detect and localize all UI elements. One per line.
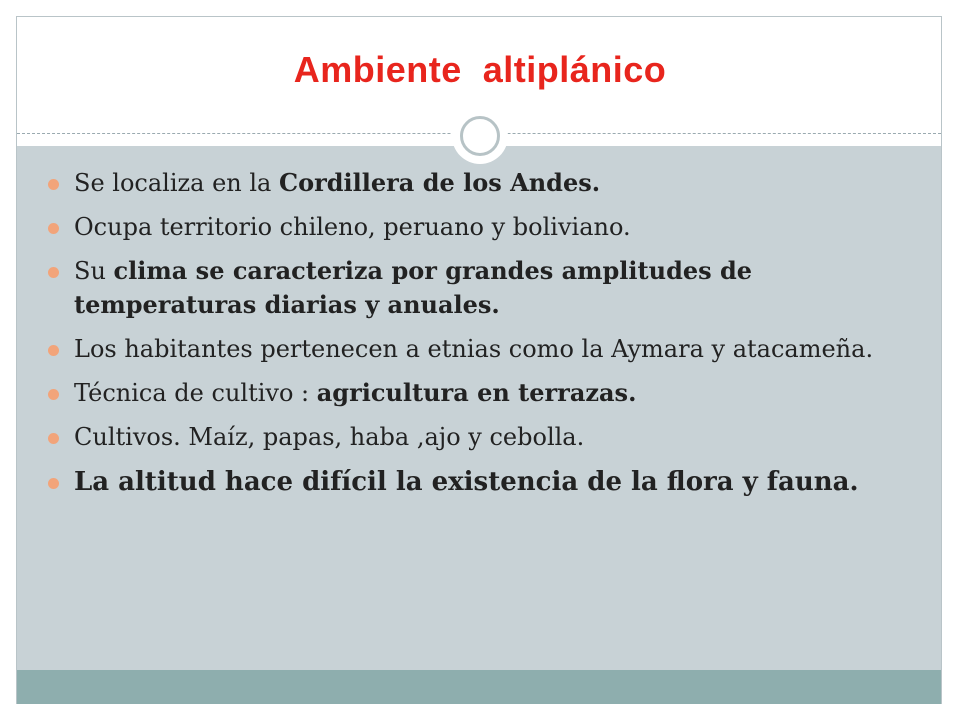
bullet-dot-icon <box>48 478 59 489</box>
bullet-item <box>48 210 908 244</box>
bullet-dot-icon <box>48 223 59 234</box>
bullet-text: Ocupa territorio chileno, peruano y boliviano. <box>74 213 631 241</box>
ring-ornament-icon <box>452 108 508 164</box>
bullet-text: Técnica de cultivo : <box>74 379 317 407</box>
bullet-item <box>48 420 908 454</box>
bullet-item <box>48 332 908 366</box>
bullet-dot-icon <box>48 179 59 190</box>
bullet-bold-text: La altitud hace difícil la existencia de la flora y fauna. <box>74 467 859 497</box>
bullet-dot-icon <box>48 389 59 400</box>
bullet-dot-icon <box>48 345 59 356</box>
bullet-item <box>48 254 908 322</box>
bullet-text: Se localiza en la <box>74 169 279 197</box>
bullet-list <box>48 166 908 510</box>
bullet-bold-text: Cordillera de los Andes. <box>278 168 601 197</box>
bullet-dot-icon <box>48 267 59 278</box>
bullet-item <box>48 464 908 500</box>
slide-title: Ambiente altiplánico <box>293 49 667 90</box>
ring-inner <box>460 116 500 156</box>
footer-bar <box>17 670 941 704</box>
bullet-text: Su <box>74 257 114 285</box>
bullet-text: Cultivos. Maíz, papas, haba ,ajo y cebolla. <box>74 423 585 451</box>
bullet-item <box>48 376 908 410</box>
bullet-bold-text: agricultura en terrazas. <box>316 378 637 407</box>
bullet-item <box>48 166 908 200</box>
bullet-bold-text: clima se caracteriza por grandes amplitudes de temperaturas diarias y anuales. <box>74 256 753 319</box>
bullet-dot-icon <box>48 433 59 444</box>
bullet-text: Los habitantes pertenecen a etnias como la Aymara y atacameña. <box>74 335 874 363</box>
